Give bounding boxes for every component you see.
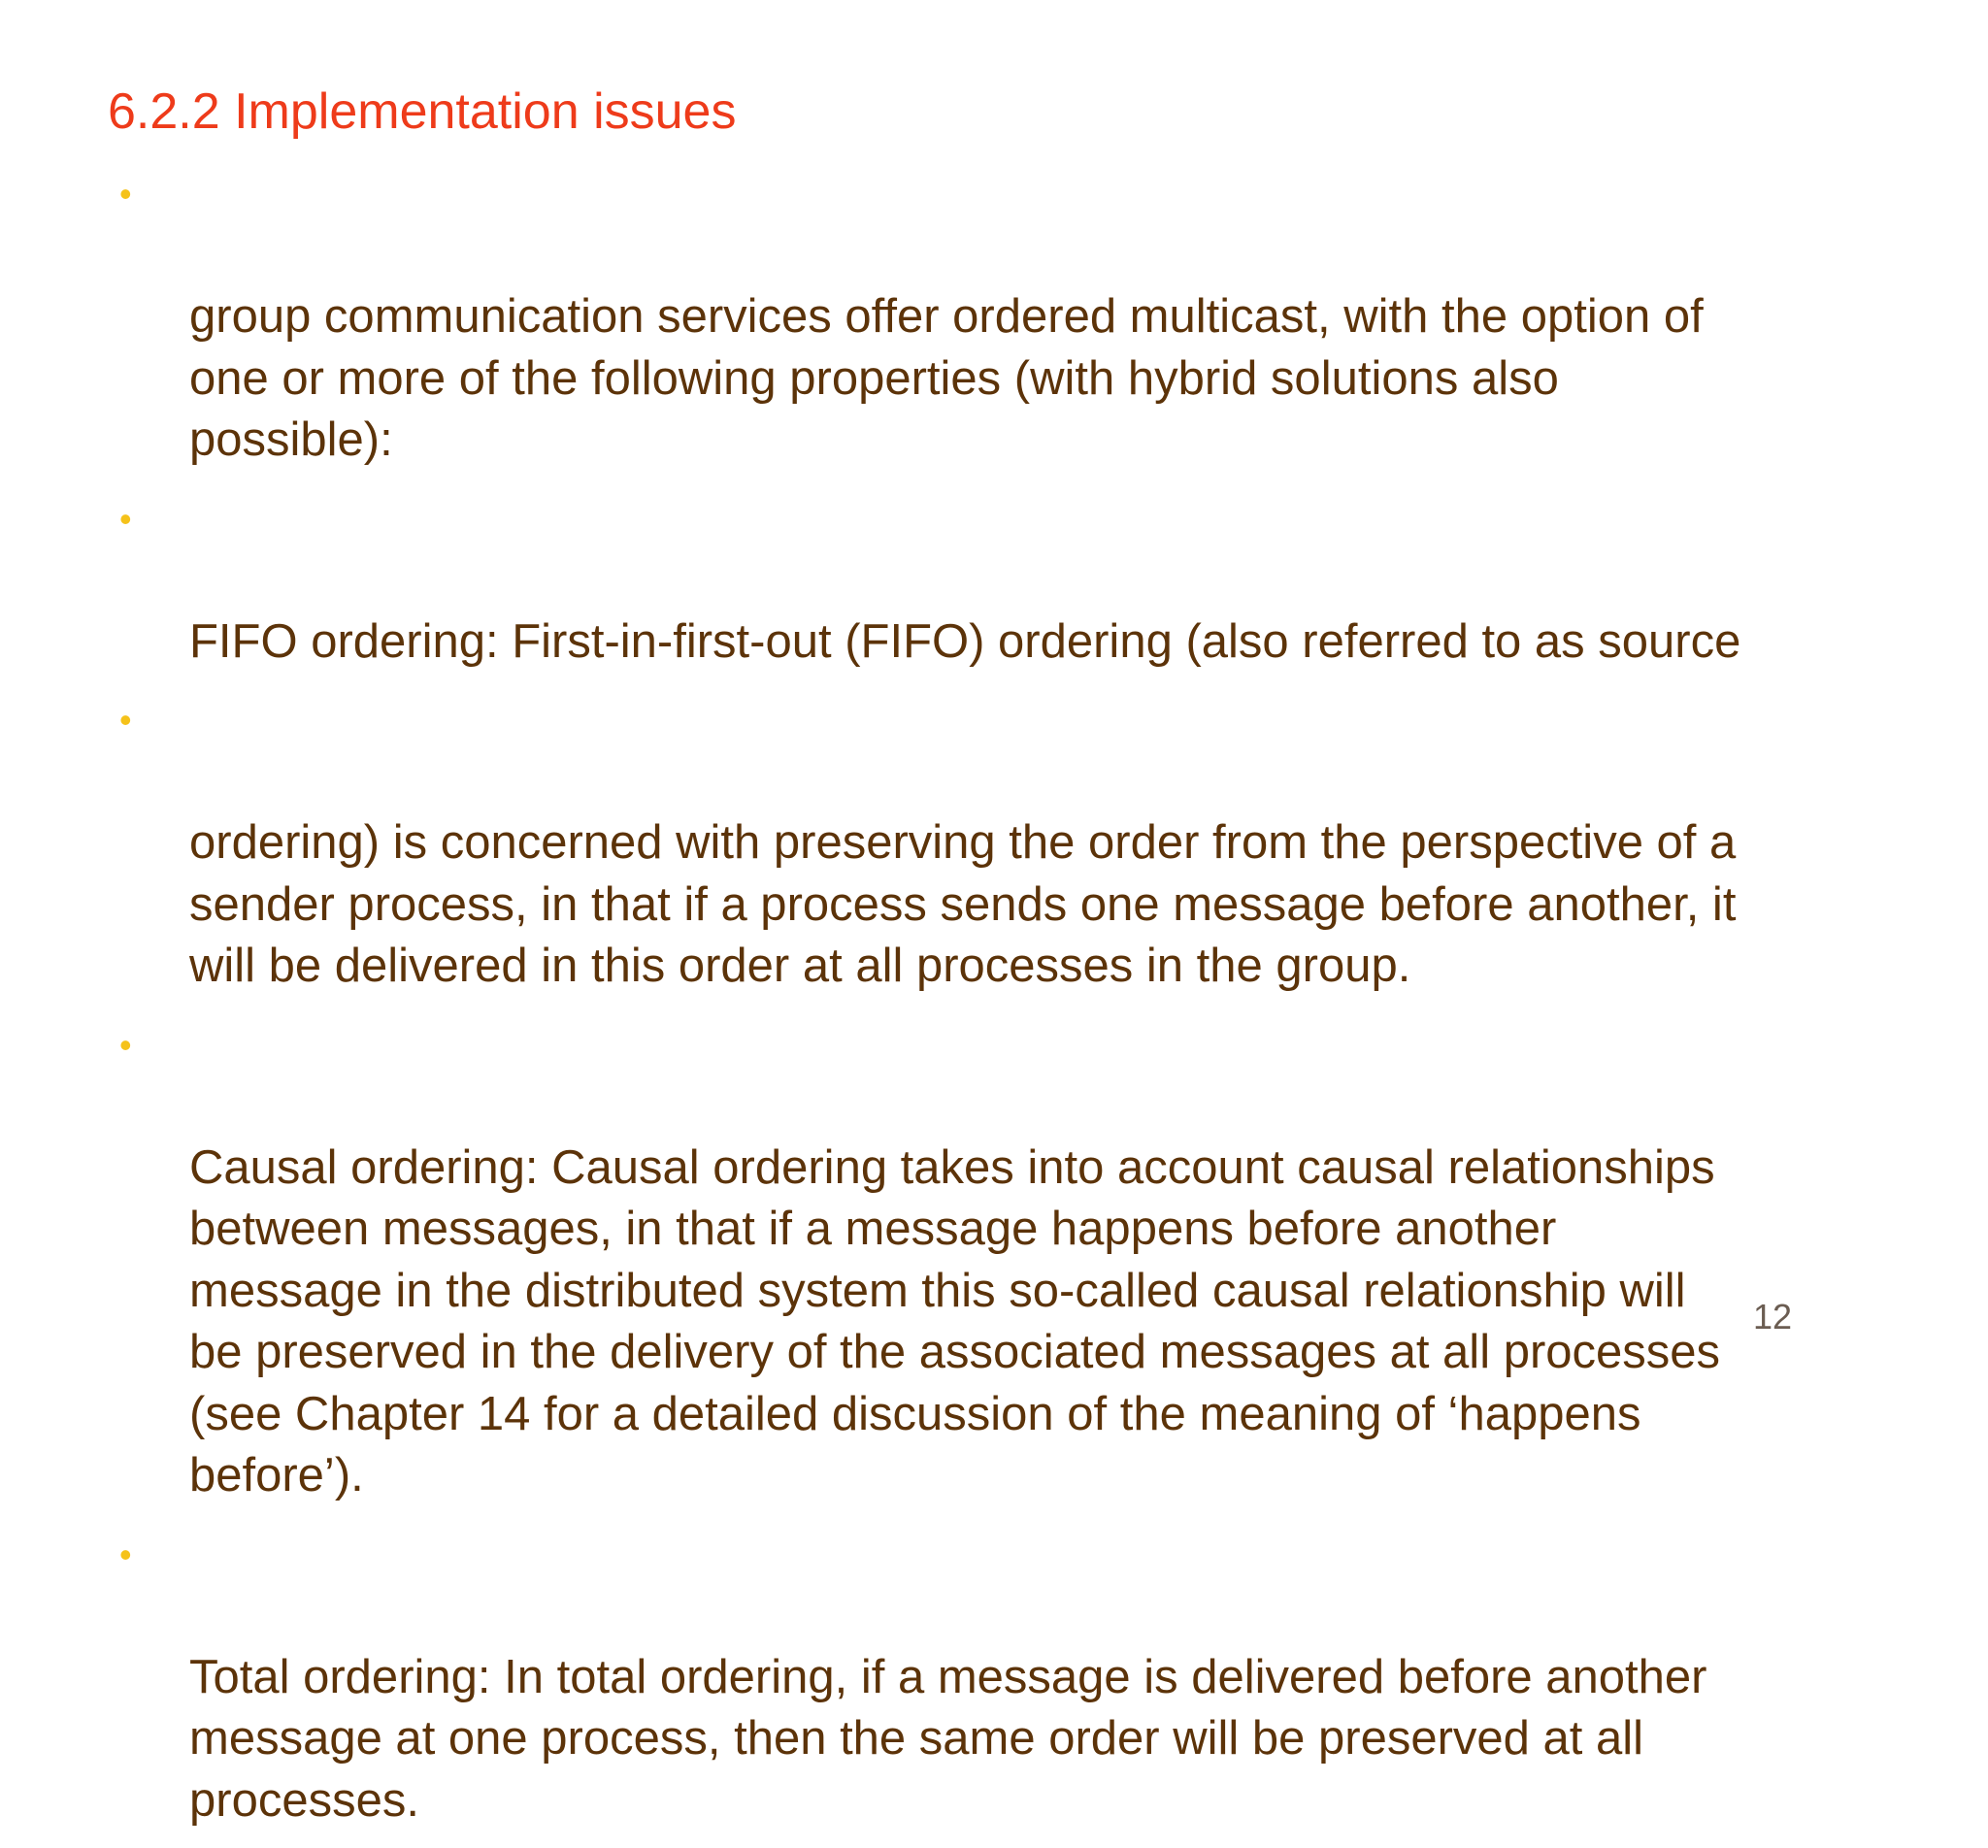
bullet-item-total-ordering [108, 1524, 1913, 1832]
bullet-text: Causal ordering: Causal ordering takes into account causal relationships between messages, in that if a message happens before another message in the distributed system this so-called causal relationship will be preserved in the delivery of the associated messages at all processes (see Chapter 14 for a detailed discussion of the meaning of ‘happens before’). [189, 1140, 1721, 1502]
bullet-dot-icon: • [119, 1534, 132, 1574]
bullet-item-group-communication [108, 163, 1913, 472]
bullet-dot-icon: • [119, 498, 132, 539]
bullet-text: FIFO ordering: First-in-first-out (FIFO) ordering (also referred to as source [189, 614, 1741, 668]
slide-title: 6.2.2 Implementation issues [108, 83, 737, 140]
bullet-item-fifo-ordering [108, 488, 1913, 674]
bullet-item-causal-ordering [108, 1014, 1913, 1507]
bullet-item-source-ordering [108, 689, 1913, 998]
bullet-text: group communication services offer ordered multicast, with the option of one or more of the following properties (with hybrid solutions also possible): [189, 290, 1704, 466]
bullet-dot-icon: • [119, 1024, 132, 1065]
bullet-text: Total ordering: In total ordering, if a message is delivered before another message at one process, then the same order will be preserved at all processes. [189, 1650, 1707, 1827]
bullet-list [108, 163, 1913, 1848]
bullet-dot-icon: • [119, 700, 132, 740]
page-number: 12 [1753, 1297, 1793, 1336]
bullet-text: ordering) is concerned with preserving the order from the perspective of a sender process, in that if a process sends one message before another, it will be delivered in this order at all processes in the group. [189, 816, 1737, 992]
bullet-dot-icon: • [119, 174, 132, 214]
